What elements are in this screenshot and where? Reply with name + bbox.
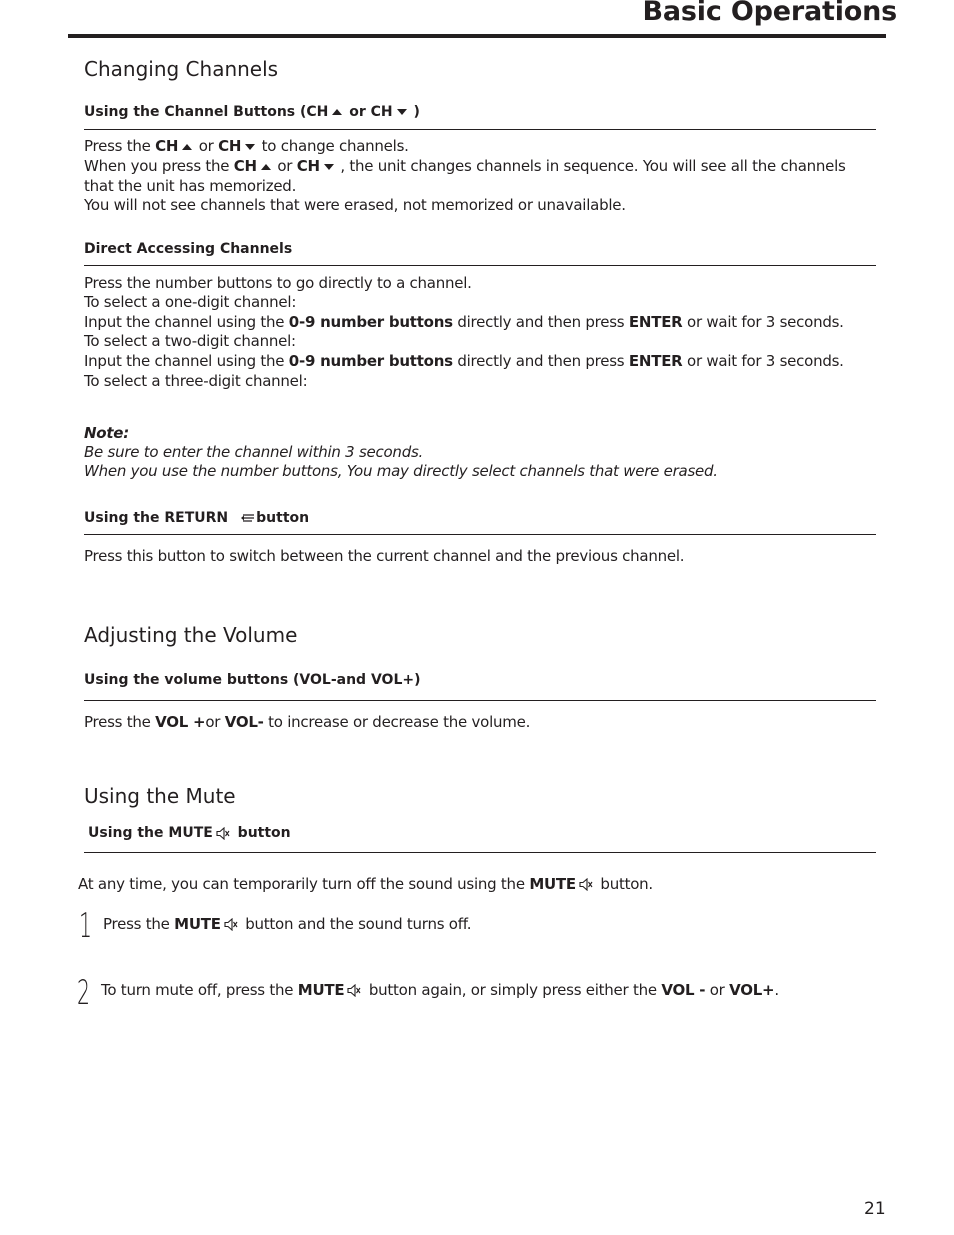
section-heading-adjusting-volume: Adjusting the Volume (84, 623, 298, 647)
vol-plus-label: VOL+ (729, 981, 775, 999)
triangle-down-icon (397, 109, 407, 115)
paragraph-line: Press this button to switch between the current channel and the previous channel. (84, 547, 685, 565)
text: button. (595, 875, 653, 893)
ch-label: CH (296, 157, 320, 175)
step-2-text (101, 981, 779, 1001)
text: Press the (103, 915, 175, 933)
text: or wait for 3 seconds. (682, 313, 844, 331)
text: When you press the (84, 157, 234, 175)
speaker-mute-icon (224, 918, 238, 931)
title-rule (68, 34, 886, 38)
text: To turn mute off, press the (101, 981, 298, 999)
speaker-mute-icon (347, 984, 361, 997)
step-number-2: 2 (77, 973, 90, 1013)
step-number-1: 1 (79, 906, 92, 946)
text: or wait for 3 seconds. (682, 352, 844, 370)
paragraph-line (84, 137, 409, 157)
triangle-up-icon (332, 109, 342, 115)
text: or (272, 157, 297, 175)
sub-heading-text: Using the (88, 825, 169, 841)
paragraph-line (84, 157, 846, 177)
paragraph-line: To select a two-digit channel: (84, 332, 296, 350)
triangle-down-icon (324, 164, 334, 170)
sub-heading-direct-access: Direct Accessing Channels (84, 241, 293, 257)
ch-label: CH (233, 157, 257, 175)
step-1-text (103, 915, 471, 935)
sub-heading-text: ) (408, 104, 420, 120)
text: button and the sound turns off. (240, 915, 472, 933)
vol-minus-label: VOL - (661, 981, 706, 999)
divider (84, 129, 876, 130)
text: Input the channel using the (84, 313, 289, 331)
paragraph-line (78, 875, 653, 895)
page-number: 21 (864, 1199, 886, 1219)
paragraph-line: To select a three-digit channel: (84, 372, 308, 390)
paragraph-line: that the unit has memorized. (84, 177, 297, 195)
page-title: Basic Operations (642, 0, 897, 27)
mute-label: MUTE (174, 915, 221, 933)
sub-heading-volume-buttons: Using the volume buttons (VOL-and VOL+) (84, 672, 421, 688)
paragraph-line (84, 713, 530, 733)
paragraph-line: To select a one-digit channel: (84, 293, 297, 311)
text: Press the (84, 713, 156, 731)
text: directly and then press (452, 313, 629, 331)
mute-label: MUTE (168, 825, 213, 841)
text: At any time, you can temporarily turn off the sound using the (78, 875, 530, 893)
text: , the unit changes channels in sequence. You will see all the channels (335, 157, 846, 175)
sub-heading-text: Using the Channel Buttons (CH (84, 104, 329, 120)
speaker-mute-icon (216, 827, 230, 840)
sub-heading-text: button (232, 825, 291, 841)
paragraph-line: You will not see channels that were erased, not memorized or unavailable. (84, 196, 626, 214)
text: directly and then press (452, 352, 629, 370)
text: to change channels. (257, 137, 409, 155)
note-line: When you use the number buttons, You may directly select channels that were erased. (84, 462, 718, 480)
text: . (774, 981, 779, 999)
paragraph-line (84, 313, 844, 333)
note-label: Note: (84, 424, 129, 442)
sub-heading-mute (88, 825, 291, 841)
divider (84, 700, 876, 701)
sub-heading-channel-buttons (84, 104, 420, 120)
sub-heading-text: or CH (344, 104, 393, 120)
section-heading-changing-channels: Changing Channels (84, 57, 279, 81)
sub-heading-return (84, 510, 309, 526)
vol-minus-label: VOL- (224, 713, 264, 731)
divider (84, 852, 876, 853)
triangle-down-icon (245, 144, 255, 150)
divider (84, 534, 876, 535)
paragraph-line (84, 352, 844, 372)
sub-heading-text: button (256, 510, 310, 526)
mute-label: MUTE (297, 981, 345, 999)
text: Input the channel using the (84, 352, 289, 370)
text: or (194, 137, 219, 155)
ch-label: CH (218, 137, 242, 155)
text: button again, or simply press either the (364, 981, 662, 999)
text: Press the (84, 137, 156, 155)
triangle-up-icon (182, 144, 192, 150)
number-buttons-label: 0-9 number buttons (288, 352, 453, 370)
triangle-up-icon (261, 164, 271, 170)
enter-label: ENTER (628, 313, 683, 331)
number-buttons-label: 0-9 number buttons (288, 313, 453, 331)
ch-label: CH (155, 137, 179, 155)
mute-label: MUTE (529, 875, 576, 893)
paragraph-line: Press the number buttons to go directly to a channel. (84, 274, 472, 292)
text: or (705, 981, 730, 999)
text: or (205, 713, 225, 731)
divider (84, 265, 876, 266)
return-icon (240, 512, 256, 525)
note-line: Be sure to enter the channel within 3 seconds. (84, 443, 424, 461)
enter-label: ENTER (628, 352, 683, 370)
speaker-mute-icon (579, 878, 593, 891)
sub-heading-text: Using the (84, 510, 165, 526)
section-heading-mute: Using the Mute (84, 784, 236, 808)
vol-plus-label: VOL + (155, 713, 206, 731)
text: to increase or decrease the volume. (263, 713, 531, 731)
return-label: RETURN (164, 510, 229, 526)
